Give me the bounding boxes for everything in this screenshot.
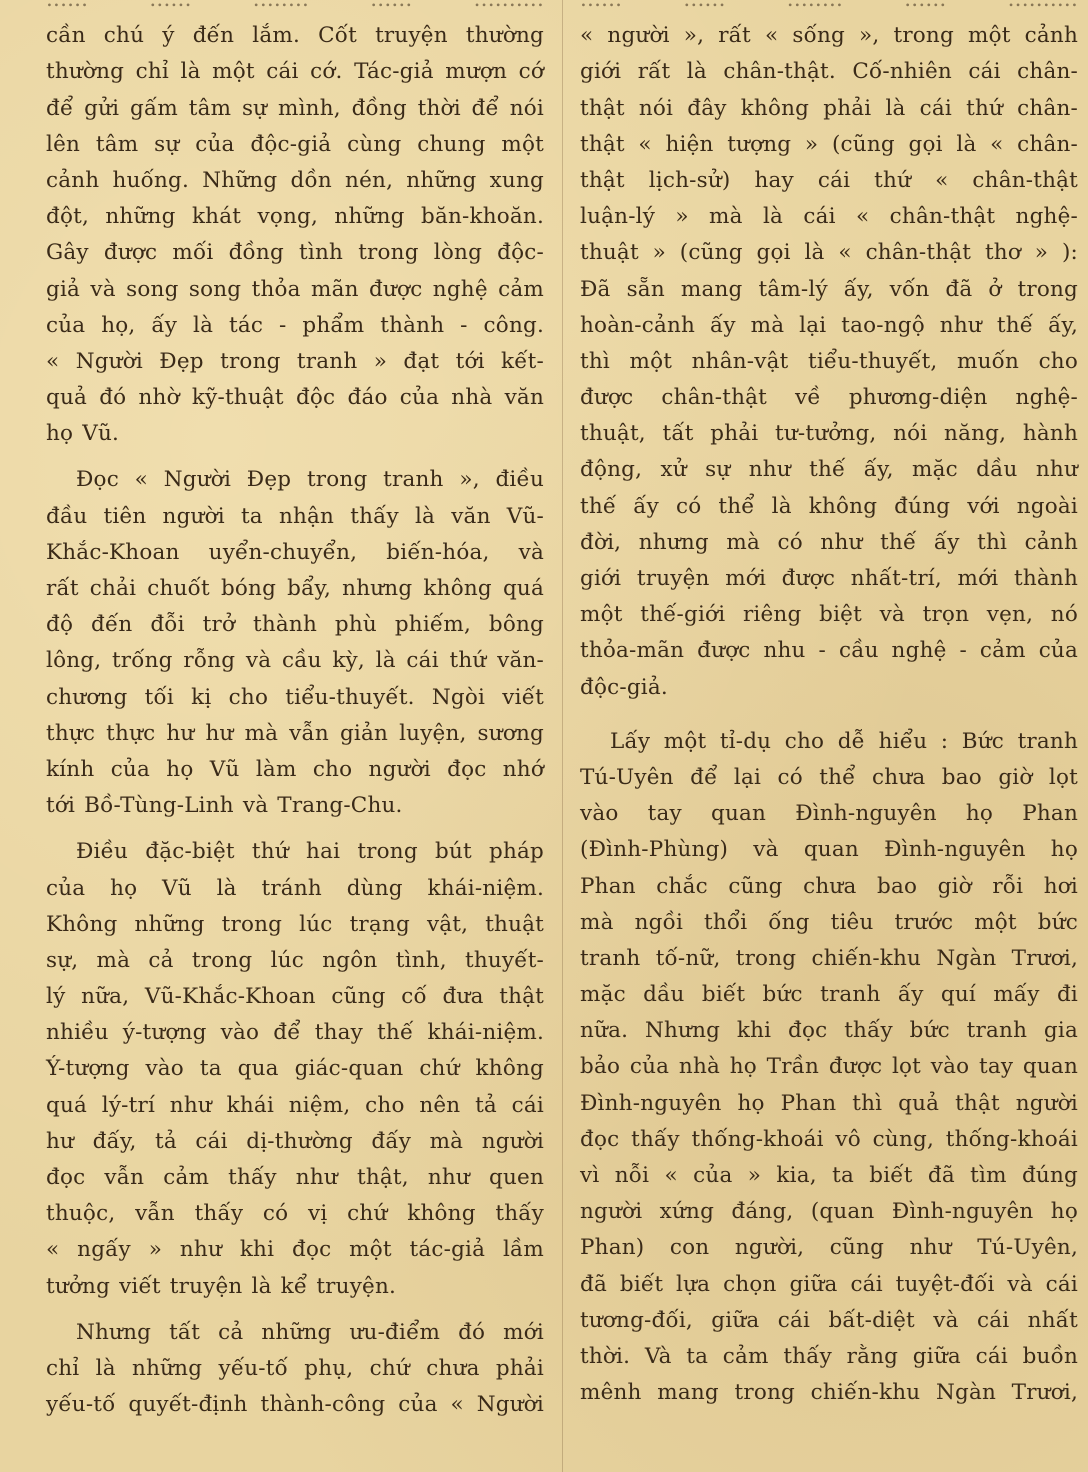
cut-off-top-line (46, 0, 544, 18)
text-line: Phan) con người, cũng như Tú-Uyên, (580, 1235, 1078, 1261)
text-line: đã biết lựa chọn giữa cái tuyệt-đối và cái (580, 1271, 1078, 1297)
text-line: bảo của nhà họ Trần được lọt vào tay quan (580, 1054, 1078, 1080)
text-line: nữa. Nhưng khi đọc thấy bức tranh gia (580, 1018, 1078, 1044)
text-line: độ đến đỗi trở thành phù phiếm, bông (46, 612, 544, 638)
text-line: hư đấy, tả cái dị-thường đấy mà người (46, 1128, 544, 1154)
text-line: Đình-nguyên họ Phan thì quả thật người (580, 1090, 1078, 1116)
text-line: đọc vẫn cảm thấy như thật, như quen (46, 1165, 544, 1190)
text-line: quả đó nhờ kỹ-thuật độc đáo của nhà văn (46, 385, 544, 411)
text-line: Phan chắc cũng chưa bao giờ rỗi hơi (580, 873, 1078, 899)
text-line: « ngấy » như khi đọc một tác-giả lầm (46, 1237, 544, 1263)
text-line: của họ Vũ là tránh dùng khái-niệm. (46, 875, 544, 901)
text-line: thuộc, vẫn thấy có vị chứ không thấy (46, 1201, 544, 1227)
text-line: đọc thấy thống-khoái vô cùng, thống-khoái (580, 1126, 1078, 1152)
text-line: Điều đặc-biệt thứ hai trong bút pháp (76, 839, 544, 865)
text-line: chỉ là những yếu-tố phụ, chứ chưa phải (46, 1355, 544, 1381)
paragraph (46, 462, 544, 824)
text-line: lý nữa, Vũ-Khắc-Khoan cũng cố đưa thật (46, 984, 544, 1010)
text-line: mà ngồi thổi ống tiêu trước một bức (580, 909, 1078, 935)
text-line: Ý-tượng vào ta qua giác-quan chứ không (46, 1056, 544, 1082)
text-line: tưởng viết truyện là kể truyện. (46, 1273, 397, 1299)
text-line: họ Vũ. (46, 421, 120, 447)
text-line: tới Bồ-Tùng-Linh và Trang-Chu. (46, 793, 403, 819)
paragraph (580, 724, 1078, 1412)
text-line: vì nỗi « của » kia, ta biết đã tìm đúng (580, 1163, 1078, 1188)
text-line: thật « hiện tượng » (cũng gọi là « chân- (580, 131, 1078, 157)
text-line: người xứng đáng, (quan Đình-nguyên họ (580, 1199, 1078, 1225)
text-line: Đọc « Người Đẹp trong tranh », điều (76, 467, 544, 493)
text-line: giới rất là chân-thật. Cố-nhiên cái chân- (580, 59, 1078, 85)
text-line: Nhưng tất cả những ưu-điểm đó mới (76, 1319, 544, 1345)
text-line: thực thực hư hư mà vẫn giản luyện, sương (46, 720, 544, 746)
text-line: đời, nhưng mà có như thế ấy thì cảnh (580, 529, 1078, 555)
text-line: cần chú ý đến lắm. Cốt truyện thường (46, 23, 544, 49)
text-line: đầu tiên người ta nhận thấy là văn Vũ- (46, 503, 544, 529)
column-gutter (562, 0, 563, 1472)
text-line: thuật, tất phải tư-tưởng, nói năng, hành (580, 421, 1078, 447)
text-line: để gửi gấm tâm sự mình, đồng thời để nói (46, 95, 544, 121)
cut-off-top-line (580, 0, 1078, 18)
text-line: giả và song song thỏa mãn được nghệ cảm (46, 276, 544, 302)
text-line: quá lý-trí như khái niệm, cho nên tả cái (46, 1092, 544, 1118)
text-line: được chân-thật về phương-diện nghệ- (580, 385, 1078, 411)
text-line: lên tâm sự của độc-giả cùng chung một (46, 131, 544, 157)
text-line: Đã sẵn mang tâm-lý ấy, vốn đã ở trong (580, 276, 1078, 302)
text-line: (Đình-Phùng) và quan Đình-nguyên họ (580, 837, 1078, 863)
text-line: mênh mang trong chiến-khu Ngàn Trươi, (580, 1380, 1078, 1406)
paragraph (46, 834, 544, 1304)
text-line: Lấy một tỉ-dụ cho dễ hiểu : Bức tranh (610, 728, 1078, 754)
text-line: « Người Đẹp trong tranh » đạt tới kết- (46, 348, 544, 374)
text-line: thì một nhân-vật tiểu-thuyết, muốn cho (580, 348, 1078, 374)
text-line: « người », rất « sống », trong một cảnh (580, 23, 1078, 49)
text-line: tranh tố-nữ, trong chiến-khu Ngàn Trươi, (580, 945, 1078, 971)
text-line: thế ấy có thể là không đúng với ngoài (580, 493, 1078, 519)
text-line: nhiều ý-tượng vào để thay thế khái-niệm. (46, 1020, 544, 1046)
text-line: thật lịch-sử) hay cái thứ « chân-thật (580, 167, 1078, 193)
text-line: của họ, ấy là tác - phẩm thành - công. (46, 312, 544, 338)
paragraph (46, 1315, 544, 1424)
text-line: Không những trong lúc trạng vật, thuật (46, 911, 544, 937)
text-line: sự, mà cả trong lúc ngôn tình, thuyết- (46, 947, 544, 973)
text-line: độc-giả. (580, 674, 668, 700)
text-line: Khắc-Khoan uyển-chuyển, biến-hóa, và (46, 539, 544, 565)
text-line: thật nói đây không phải là cái thứ chân- (580, 95, 1078, 121)
text-line: cảnh huống. Những dồn nén, những xung (46, 167, 544, 193)
text-line: tương-đối, giữa cái bất-diệt và cái nhất (580, 1307, 1078, 1333)
paragraph (580, 18, 1078, 706)
text-line: thuật » (cũng gọi là « chân-thật thơ » ): (580, 240, 1078, 266)
text-line: thời. Và ta cảm thấy rằng giữa cái buồn (580, 1343, 1078, 1369)
text-line: thỏa-mãn được nhu - cầu nghệ - cảm của (580, 638, 1078, 664)
paragraph (46, 18, 544, 452)
text-line: Tú-Uyên để lại có thể chưa bao giờ lọt (580, 764, 1078, 790)
text-line: luận-lý » mà là cái « chân-thật nghệ- (580, 204, 1078, 230)
left-column (46, 0, 544, 1472)
text-line: một thế-giới riêng biệt và trọn vẹn, nó (580, 602, 1078, 628)
text-line: chương tối kị cho tiểu-thuyết. Ngòi viết (46, 684, 544, 710)
text-line: đột, những khát vọng, những băn-khoăn. (46, 204, 544, 230)
right-column (580, 0, 1078, 1472)
text-line: kính của họ Vũ làm cho người đọc nhớ (46, 756, 544, 782)
text-line: lông, trống rỗng và cầu kỳ, là cái thứ văn- (46, 648, 544, 674)
text-line: giới truyện mới được nhất-trí, mới thành (580, 566, 1078, 591)
text-line: yếu-tố quyết-định thành-công của « Người (46, 1392, 544, 1418)
text-line: rất chải chuốt bóng bẩy, nhưng không quá (46, 576, 544, 601)
text-line: vào tay quan Đình-nguyên họ Phan (580, 801, 1078, 827)
text-line: hoàn-cảnh ấy mà lại tao-ngộ như thế ấy, (580, 312, 1078, 338)
text-line: Gây được mối đồng tình trong lòng độc- (46, 240, 544, 266)
text-line: động, xử sự như thế ấy, mặc dầu như (580, 457, 1078, 483)
text-line: thường chỉ là một cái cớ. Tác-giả mượn cớ (46, 59, 544, 85)
text-line: mặc dầu biết bức tranh ấy quí mấy đi (580, 982, 1078, 1008)
